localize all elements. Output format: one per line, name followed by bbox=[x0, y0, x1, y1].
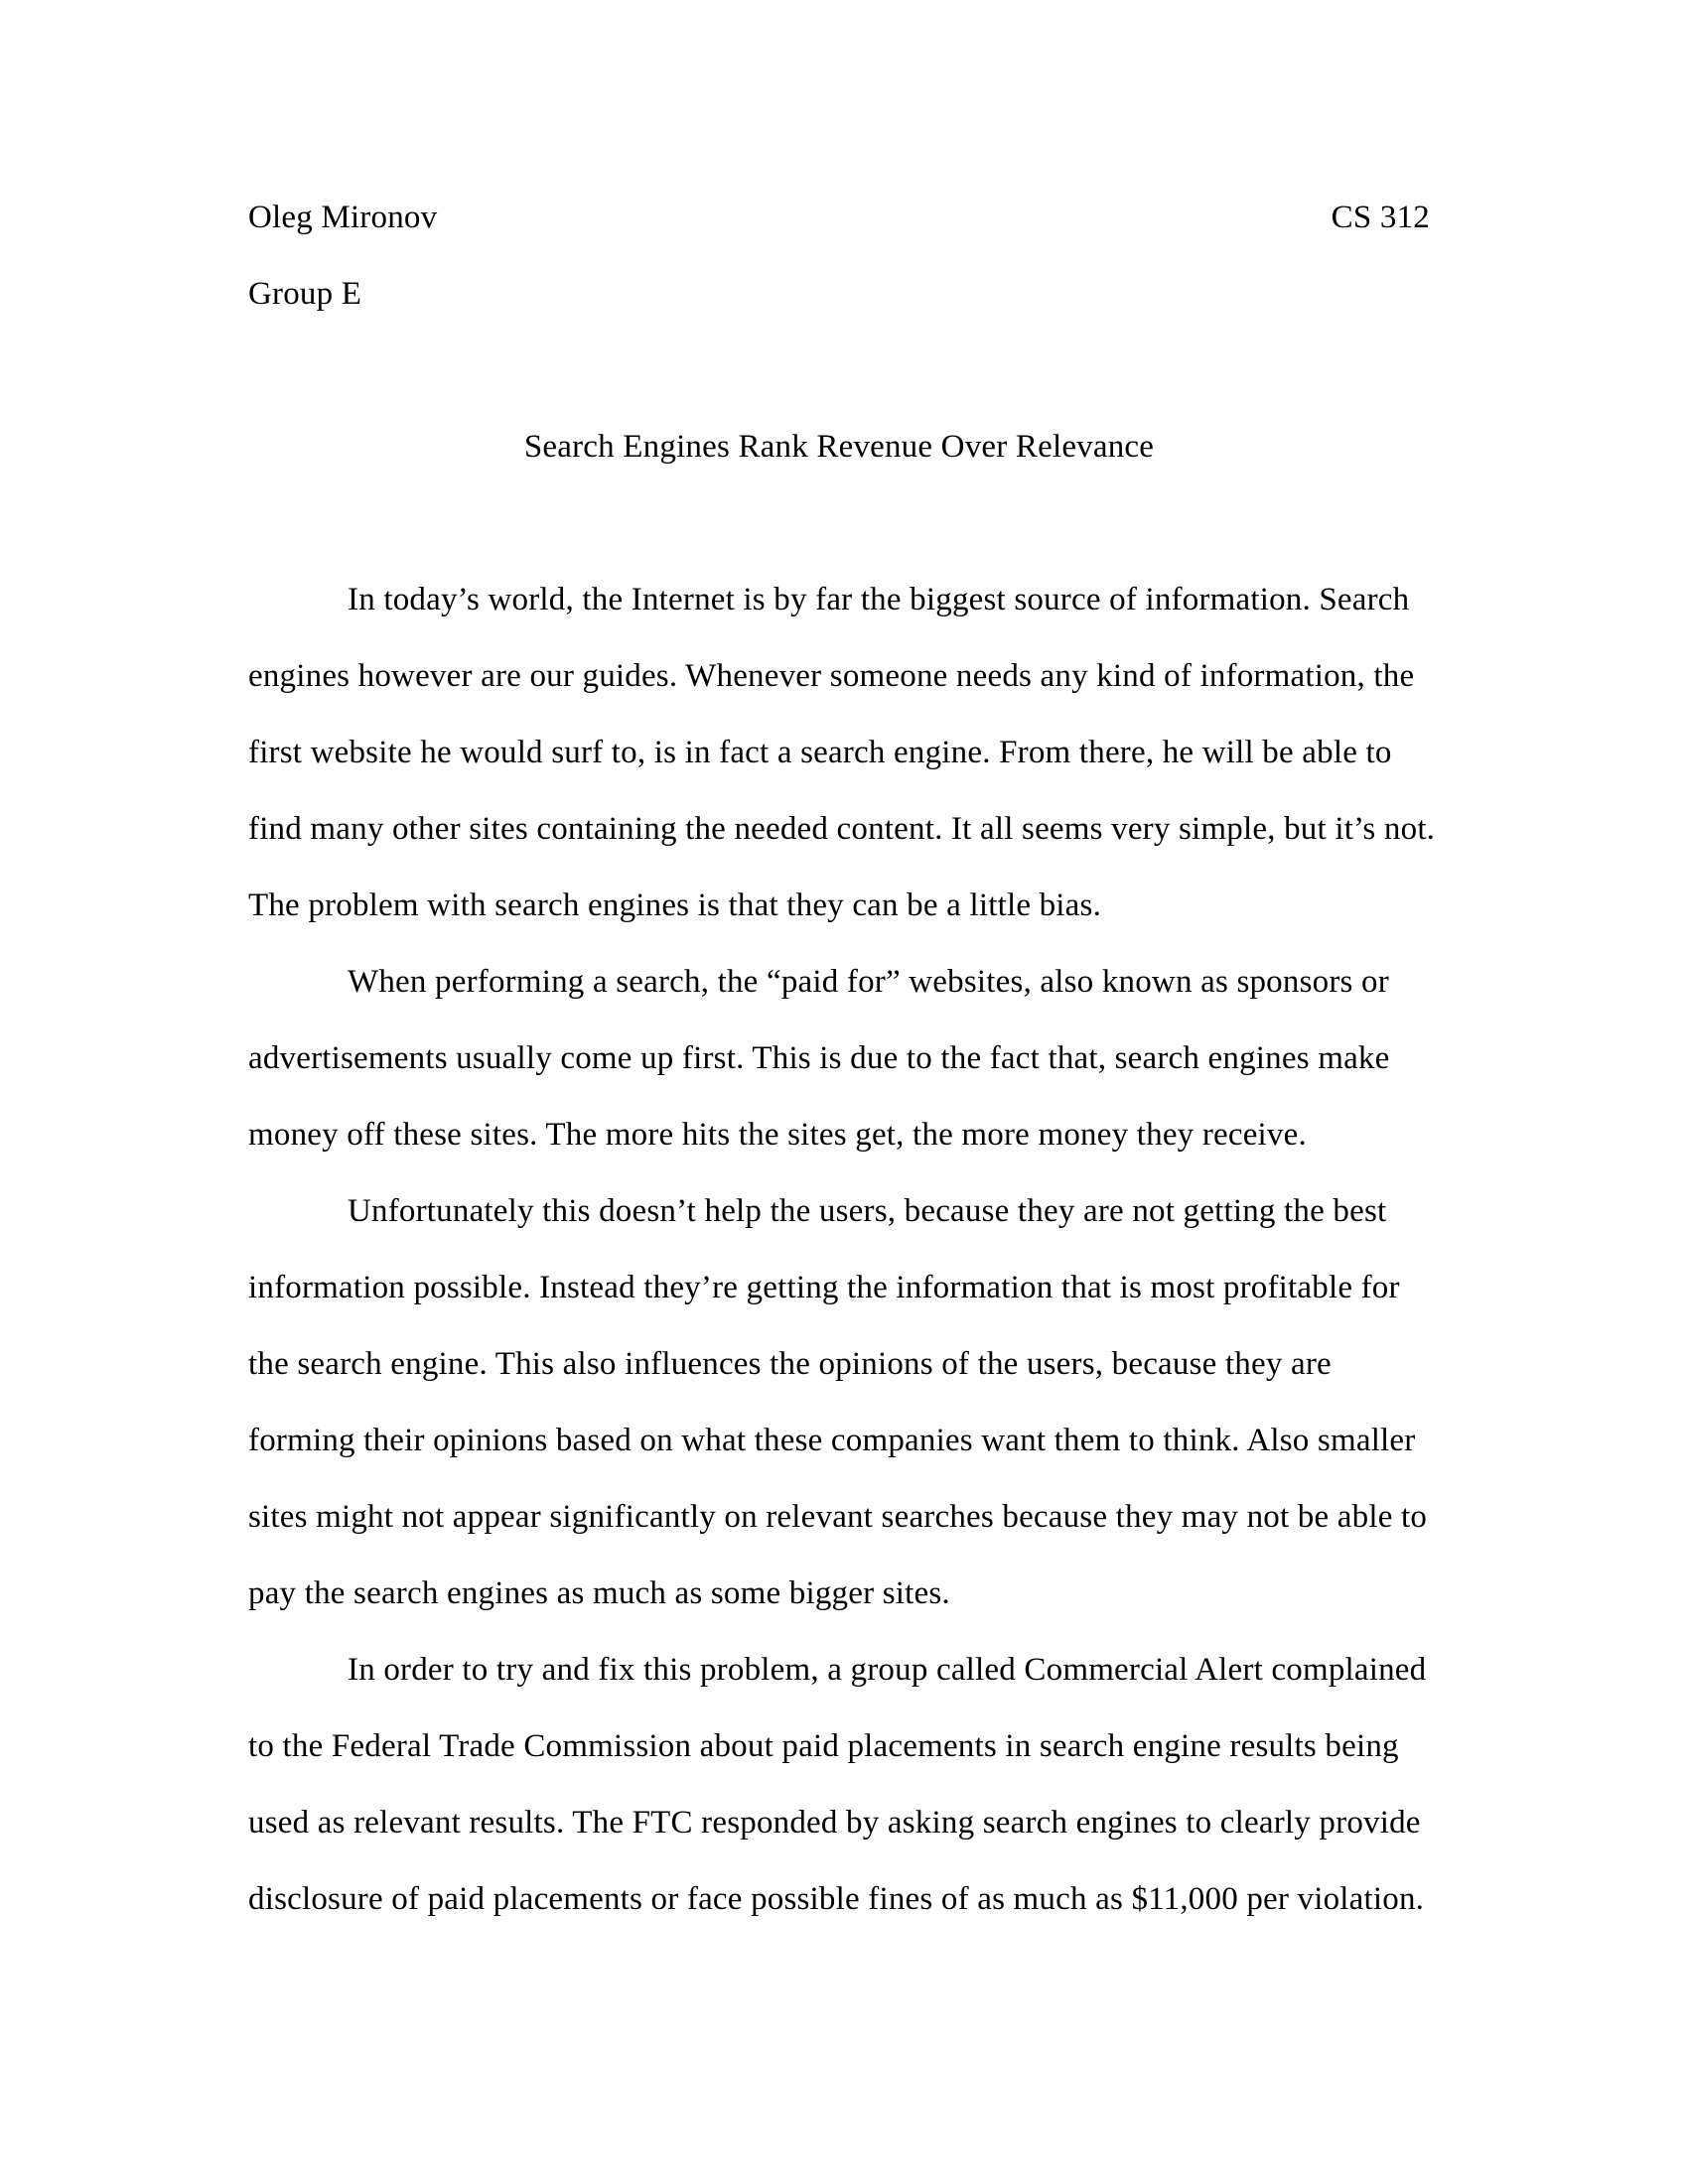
text-line: forming their opinions based on what these companies want them to think. Also smaller bbox=[248, 1423, 1416, 1458]
text-line: engines however are our guides. Whenever someone needs any kind of information, the bbox=[248, 658, 1415, 694]
text-line: Unfortunately this doesn’t help the users, because they are not getting the best bbox=[348, 1193, 1387, 1229]
paragraph-3 bbox=[248, 1173, 1430, 1632]
spacer bbox=[248, 485, 1430, 562]
paragraph-1 bbox=[248, 562, 1436, 944]
text-line: find many other sites containing the needed content. It all seems very simple, but it’s not. bbox=[248, 811, 1436, 847]
text-line: The problem with search engines is that they can be a little bias. bbox=[248, 887, 1102, 923]
group-name: Group E bbox=[248, 276, 362, 312]
paragraph-4 bbox=[248, 1632, 1430, 1938]
text-line: the search engine. This also influences the opinions of the users, because they are bbox=[248, 1346, 1332, 1382]
text-line: disclosure of paid placements or face possible fines of as much as $11,000 per violation. bbox=[248, 1881, 1425, 1917]
text-line: advertisements usually come up first. This is due to the fact that, search engines make bbox=[248, 1040, 1390, 1076]
text-line: pay the search engines as much as some bigger sites. bbox=[248, 1575, 950, 1611]
author-name: Oleg Mironov bbox=[248, 200, 438, 235]
text-line: first website he would surf to, is in fact a search engine. From there, he will be able to bbox=[248, 735, 1392, 770]
essay-title: Search Engines Rank Revenue Over Relevance bbox=[523, 429, 1155, 465]
text-line: When performing a search, the “paid for” websites, also known as sponsors or bbox=[348, 964, 1389, 1000]
course-code: CS 312 bbox=[1331, 200, 1430, 235]
spacer bbox=[248, 333, 1430, 409]
document-content bbox=[248, 180, 1436, 1938]
text-line: to the Federal Trade Commission about paid placements in search engine results being bbox=[248, 1728, 1399, 1764]
text-line: In today’s world, the Internet is by far the biggest source of information. Search bbox=[348, 582, 1410, 617]
text-line: information possible. Instead they’re getting the information that is most profitable for bbox=[248, 1270, 1400, 1305]
header-row bbox=[248, 180, 1430, 256]
text-line: sites might not appear significantly on relevant searches because they may not be able to bbox=[248, 1499, 1428, 1535]
paragraph-2 bbox=[248, 944, 1430, 1173]
text-line: In order to try and fix this problem, a group called Commercial Alert complained bbox=[348, 1652, 1427, 1688]
text-line: money off these sites. The more hits the sites get, the more money they receive. bbox=[248, 1117, 1307, 1153]
text-line: used as relevant results. The FTC responded by asking search engines to clearly provide bbox=[248, 1805, 1421, 1841]
